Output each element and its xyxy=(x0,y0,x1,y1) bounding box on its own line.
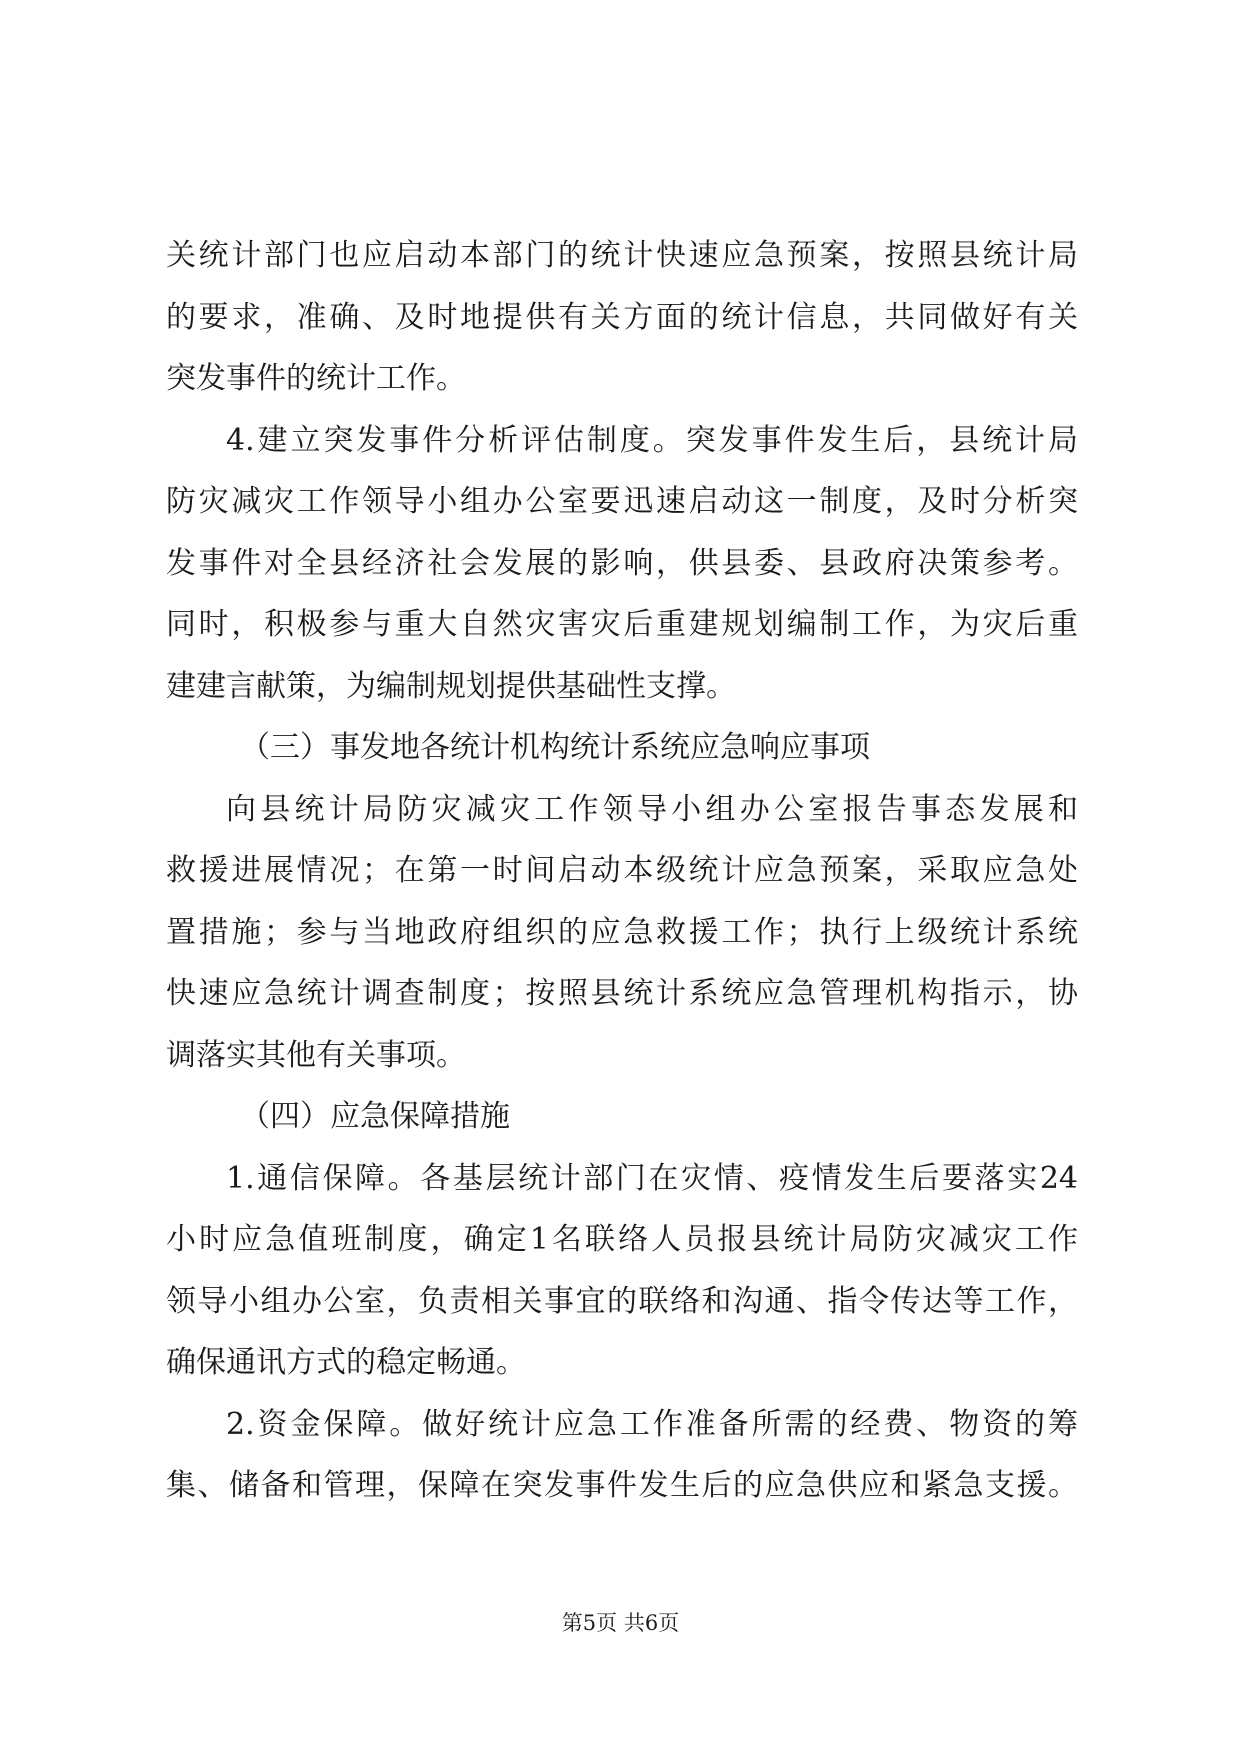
section-heading: （四）应急保障措施 xyxy=(240,1099,510,1134)
section-heading: （三）事发地各统计机构统计系统应急响应事项 xyxy=(240,730,870,765)
paragraph-line: 同时，积极参与重大自然灾害灾后重建规划编制工作，为灾后重 xyxy=(166,607,1078,642)
paragraph-line: 4.建立突发事件分析评估制度。突发事件发生后，县统计局 xyxy=(226,422,1078,458)
paragraph-line: 关统计部门也应启动本部门的统计快速应急预案，按照县统计局 xyxy=(166,238,1078,273)
paragraph-line: 发事件对全县经济社会发展的影响，供县委、县政府决策参考。 xyxy=(166,545,1078,581)
paragraph-line: 突发事件的统计工作。 xyxy=(166,361,466,396)
paragraph-line: 置措施；参与当地政府组织的应急救援工作；执行上级统计系统 xyxy=(166,914,1078,950)
paragraph-line: 调落实其他有关事项。 xyxy=(166,1037,466,1073)
paragraph-line: 救援进展情况；在第一时间启动本级统计应急预案，采取应急处 xyxy=(166,853,1078,888)
paragraph-line: 向县统计局防灾减灾工作领导小组办公室报告事态发展和 xyxy=(226,791,1078,827)
paragraph-line: 快速应急统计调查制度；按照县统计系统应急管理机构指示，协 xyxy=(166,976,1078,1011)
page-footer: 第5页 共6页 xyxy=(561,1611,680,1635)
paragraph-line: 防灾减灾工作领导小组办公室要迅速启动这一制度，及时分析突 xyxy=(166,484,1078,519)
document-body xyxy=(166,225,1078,1517)
paragraph-line: 2.资金保障。做好统计应急工作准备所需的经费、物资的筹 xyxy=(226,1406,1078,1442)
paragraph-line: 的要求，准确、及时地提供有关方面的统计信息，共同做好有关 xyxy=(166,299,1078,335)
paragraph-line: 小时应急值班制度，确定1名联络人员报县统计局防灾减灾工作 xyxy=(166,1222,1078,1257)
paragraph-line: 确保通讯方式的稳定畅通。 xyxy=(166,1345,526,1380)
paragraph-line: 领导小组办公室，负责相关事宜的联络和沟通、指令传达等工作， xyxy=(166,1283,1078,1319)
paragraph-line: 建建言献策，为编制规划提供基础性支撑。 xyxy=(166,668,736,704)
paragraph-line: 集、储备和管理，保障在突发事件发生后的应急供应和紧急支援。 xyxy=(166,1468,1078,1503)
paragraph-line: 1.通信保障。各基层统计部门在灾情、疫情发生后要落实24 xyxy=(226,1160,1078,1196)
